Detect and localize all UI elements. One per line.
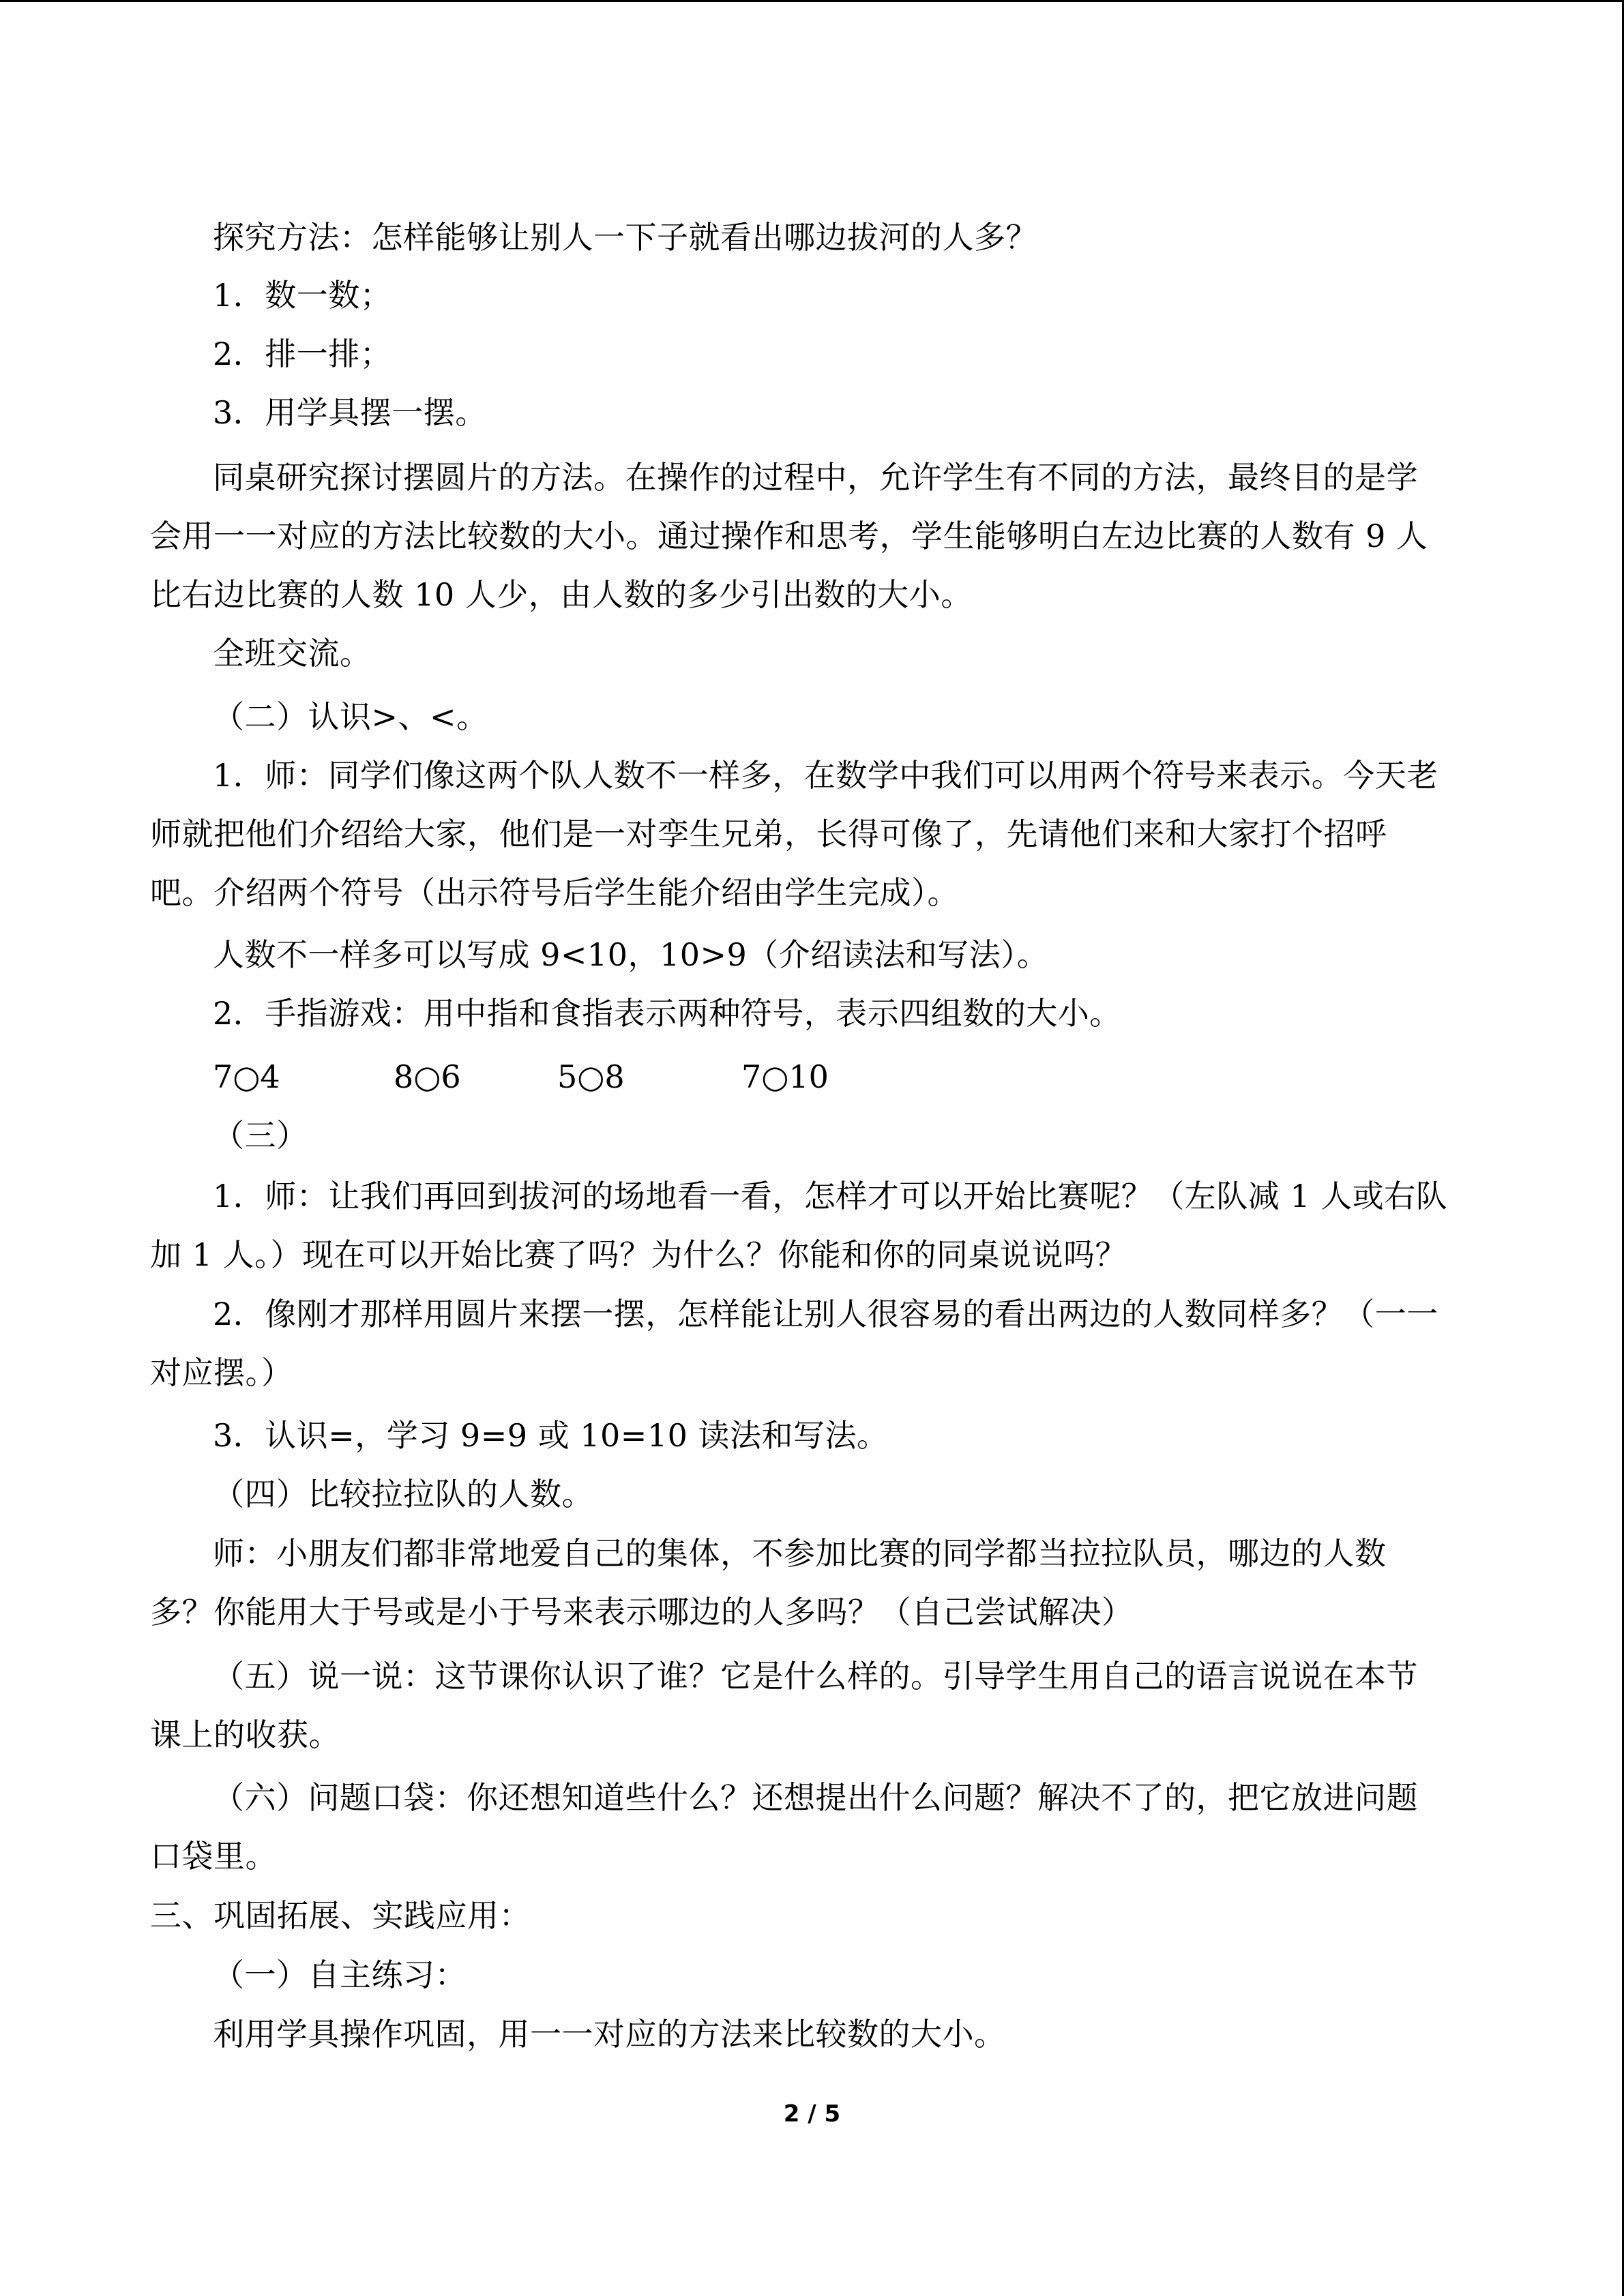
paragraph-equal-sign: 3．认识=，学习 9=9 或 10=10 读法和写法。 xyxy=(213,1417,889,1454)
paragraph-pairs-line-2: 会用一一对应的方法比较数的大小。通过操作和思考，学生能够明白左边比赛的人数有 9 人 xyxy=(150,518,1428,554)
paragraph-teacher-line-2: 师就把他们介绍给大家，他们是一对孪生兄弟，长得可像了，先请他们来和大家打个招呼 xyxy=(150,816,1387,852)
section-heading-2: （二）认识>、<。 xyxy=(213,698,488,735)
section-heading-5-line-1: （五）说一说：这节课你认识了谁？它是什么样的。引导学生用自己的语言说说在本节 xyxy=(213,1658,1418,1695)
paragraph-teacher-line-1: 1．师：同学们像这两个队人数不一样多，在数学中我们可以用两个符号来表示。今天老 xyxy=(213,757,1438,794)
comparison-item: 5○8 xyxy=(557,1058,625,1095)
comparison-item: 7○4 xyxy=(213,1058,280,1095)
paragraph-practice: 利用学具操作巩固，用一一对应的方法来比较数的大小。 xyxy=(213,2016,1006,2053)
paragraph-notation: 人数不一样多可以写成 9<10，10>9（介绍读法和写法）。 xyxy=(213,936,1049,973)
list-item-count: 1．数一数； xyxy=(213,277,392,314)
page-border-top xyxy=(0,0,1624,2)
section-heading-6-line-2: 口袋里。 xyxy=(150,1838,277,1875)
chapter-heading-3: 三、巩固拓展、实践应用： xyxy=(150,1897,531,1934)
section-heading-4: （四）比较拉拉队的人数。 xyxy=(213,1476,593,1512)
list-item-tools: 3．用学具摆一摆。 xyxy=(213,394,487,431)
page-number: 2 / 5 xyxy=(783,2100,841,2128)
paragraph-finger-game: 2．手指游戏：用中指和食指表示两种符号，表示四组数的大小。 xyxy=(213,995,1121,1032)
list-item-arrange: 2．排一排； xyxy=(213,336,392,372)
section-heading-6-line-1: （六）问题口袋：你还想知道些什么？还想提出什么问题？解决不了的，把它放进问题 xyxy=(213,1779,1418,1816)
paragraph-class-exchange: 全班交流。 xyxy=(213,635,372,672)
paragraph-discs-line-1: 2．像刚才那样用圆片来摆一摆，怎样能让别人很容易的看出两边的人数同样多？（一一 xyxy=(213,1296,1438,1332)
paragraph-rope-line-2: 加 1 人。）现在可以开始比赛了吗？为什么？你能和你的同桌说说吗？ xyxy=(150,1236,1127,1273)
paragraph-teacher-line-3: 吧。介绍两个符号（出示符号后学生能介绍由学生完成）。 xyxy=(150,874,959,911)
comparison-item: 8○6 xyxy=(394,1058,461,1095)
section-heading-5-line-2: 课上的收获。 xyxy=(150,1716,340,1753)
paragraph-method: 探究方法：怎样能够让别人一下子就看出哪边拔河的人多？ xyxy=(213,219,1037,256)
section-heading-self-practice: （一）自主练习： xyxy=(213,1956,467,1993)
paragraph-cheer-line-2: 多？你能用大于号或是小于号来表示哪边的人多吗？（自己尝试解决） xyxy=(150,1594,1134,1630)
paragraph-rope-line-1: 1．师：让我们再回到拔河的场地看一看，怎样才可以开始比赛呢？（左队减 1 人或右队 xyxy=(213,1178,1448,1214)
paragraph-cheer-line-1: 师：小朋友们都非常地爱自己的集体，不参加比赛的同学都当拉拉队员，哪边的人数 xyxy=(213,1535,1387,1572)
paragraph-discs-line-2: 对应摆。） xyxy=(150,1354,293,1391)
section-heading-3: （三） xyxy=(213,1117,308,1154)
paragraph-pairs-line-1: 同桌研究探讨摆圆片的方法。在操作的过程中，允许学生有不同的方法，最终目的是学 xyxy=(213,459,1418,496)
comparison-item: 7○10 xyxy=(741,1058,829,1095)
paragraph-pairs-line-3: 比右边比赛的人数 10 人少，由人数的多少引出数的大小。 xyxy=(150,576,973,613)
